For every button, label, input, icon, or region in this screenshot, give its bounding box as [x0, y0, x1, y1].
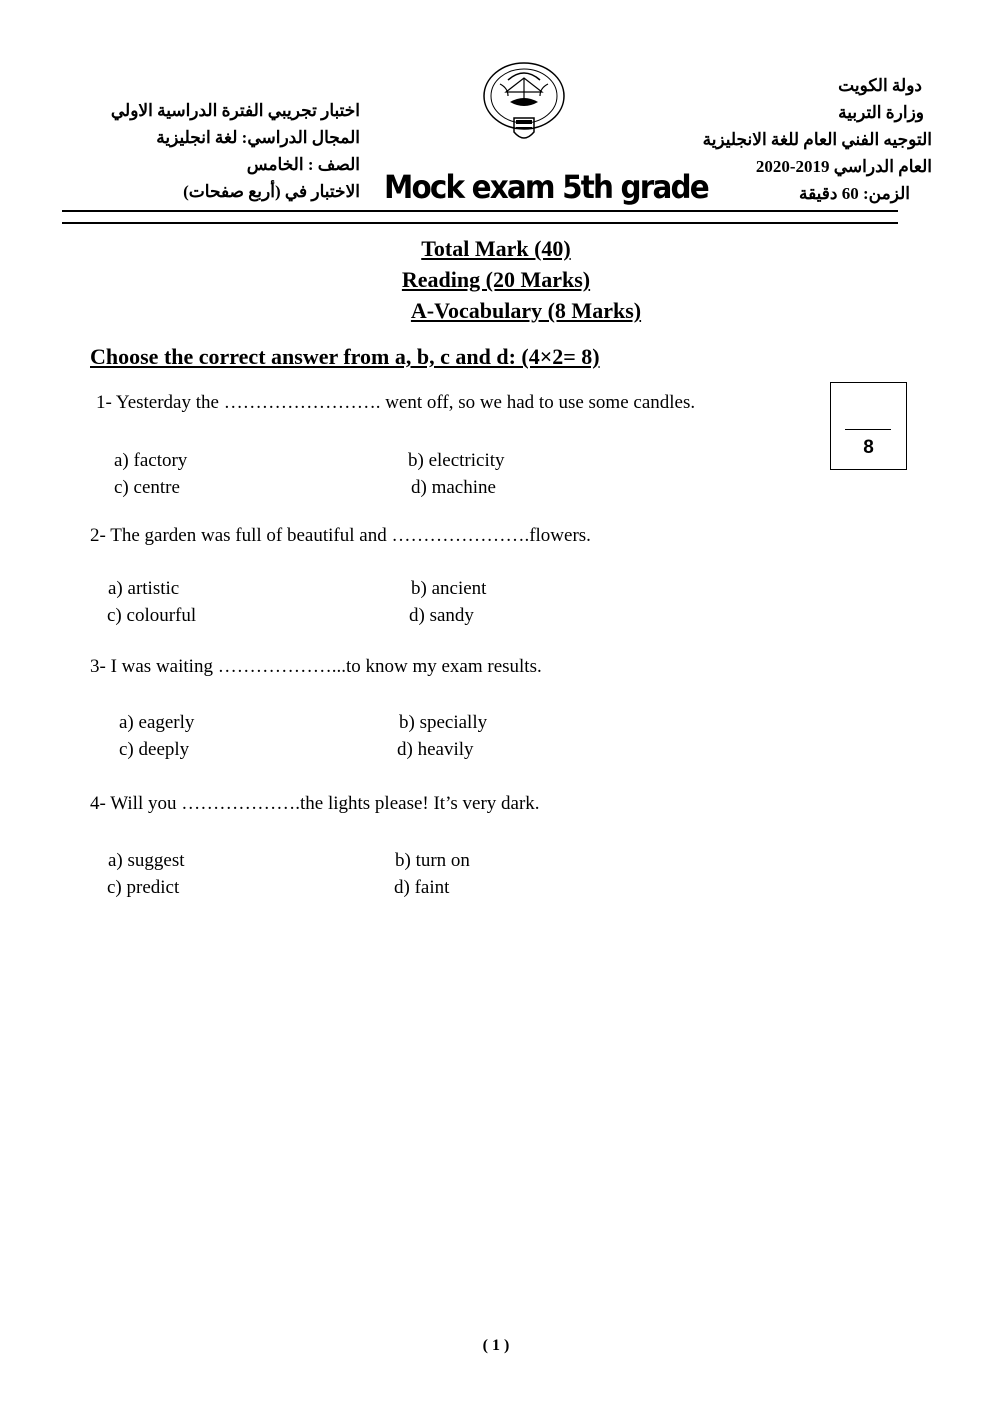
header-exam-type: اختبار تجريبي الفترة الدراسية الاولي: [110, 101, 360, 120]
header-academic-year: العام الدراسي 2019-2020: [755, 157, 932, 176]
question-4-option-a[interactable]: a) suggest: [108, 850, 185, 871]
header-grade: الصف : الخامس: [246, 155, 360, 174]
question-1-option-a[interactable]: a) factory: [114, 450, 188, 471]
question-1-option-b[interactable]: b) electricity: [408, 450, 505, 471]
header-pages: الاختبار في (أربع صفحات): [183, 182, 360, 201]
kuwait-emblem-logo: [478, 58, 570, 146]
question-2-option-d[interactable]: d) sandy: [409, 605, 474, 626]
score-line: [845, 429, 891, 430]
question-3-option-c[interactable]: c) deeply: [119, 739, 190, 760]
mock-exam-title: Mock exam 5th grade: [384, 168, 708, 206]
question-3-option-d[interactable]: d) heavily: [397, 739, 474, 760]
question-3-option-b[interactable]: b) specially: [399, 712, 488, 733]
question-2: 2- The garden was full of beautiful and ………………….flowers.: [90, 525, 591, 546]
vocabulary-title: A-Vocabulary (8 Marks): [410, 298, 642, 323]
question-3: 3- I was waiting ………………...to know my exam results.: [90, 656, 542, 677]
question-4-option-c[interactable]: c) predict: [107, 877, 180, 898]
question-2-option-c[interactable]: c) colourful: [107, 605, 197, 626]
instruction-text: Choose the correct answer from a, b, c and d: (4×2= 8): [90, 344, 600, 369]
reading-title: Reading (20 Marks): [401, 267, 591, 292]
header-country: دولة الكويت: [838, 76, 922, 95]
header-duration: الزمن: 60 دقيقة: [798, 184, 910, 203]
question-1: 1- Yesterday the ……………………. went off, so we had to use some candles.: [96, 392, 696, 413]
question-4-option-d[interactable]: d) faint: [394, 877, 450, 898]
question-1-option-d[interactable]: d) machine: [411, 477, 496, 498]
question-4-option-b[interactable]: b) turn on: [395, 850, 470, 871]
header-exam-block: [111, 100, 360, 208]
question-2-option-a[interactable]: a) artistic: [108, 578, 180, 599]
header-ministry-block: [703, 75, 932, 210]
question-2-option-b[interactable]: b) ancient: [411, 578, 487, 599]
total-mark-title: Total Mark (40): [421, 236, 571, 261]
header-subject: المجال الدراسي: لغة انجليزية: [156, 128, 360, 147]
question-3-option-a[interactable]: a) eagerly: [119, 712, 195, 733]
question-4: 4- Will you ……………….the lights please! It’s very dark.: [90, 793, 540, 814]
header-supervision: التوجيه الفني العام للغة الانجليزية: [702, 130, 932, 149]
score-value: 8: [863, 437, 874, 458]
header-separator: [62, 210, 898, 224]
page-number: ( 1 ): [482, 1337, 510, 1354]
score-box: [830, 382, 907, 470]
question-1-option-c[interactable]: c) centre: [114, 477, 180, 498]
header-ministry: وزارة التربية: [838, 103, 924, 122]
